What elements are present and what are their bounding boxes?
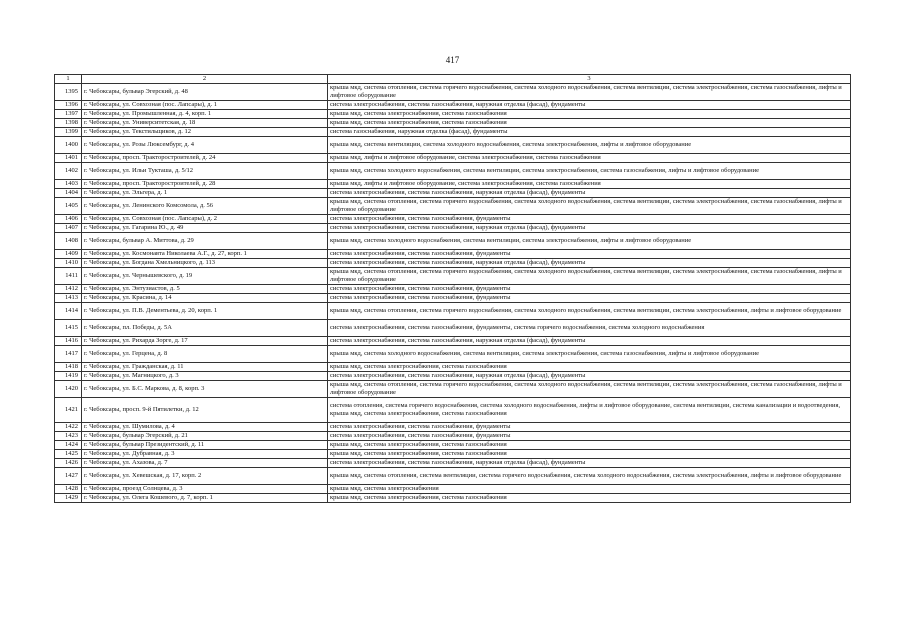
row-number-cell: 1411 [55,268,82,285]
table-row [55,250,851,259]
row-number-cell: 1405 [55,198,82,215]
works-cell: система электроснабжения, система газоснабжения, наружная отделка (фасад), фундаменты [328,372,851,381]
row-number-cell: 1407 [55,224,82,233]
address-cell: г. Чебоксары, ул. Розы Люксембург, д. 4 [82,137,328,154]
table-row [55,441,851,450]
works-cell: крыша мкд, система электроснабжения, система газоснабжения [328,494,851,503]
table-header [55,75,851,84]
works-cell: крыша мкд, система отопления, система вентиляции, система горячего водоснабжения, система холодного водоснабжения, система электроснабжения, лифты и лифтовое оборудование [328,468,851,485]
works-cell: система электроснабжения, система газоснабжения, наружная отделка (фасад), фундаменты [328,101,851,110]
address-cell: г. Чебоксары, ул. Ленинского Комсомола, д. 56 [82,198,328,215]
works-cell: система электроснабжения, система газоснабжения, фундаменты, система горячего водоснабжения, система холодного водоснабжения [328,320,851,337]
works-cell: крыша мкд, система электроснабжения, система газоснабжения [328,119,851,128]
works-cell: крыша мкд, система электроснабжения, система газоснабжения [328,363,851,372]
works-cell: система электроснабжения, система газоснабжения, фундаменты [328,250,851,259]
works-cell: крыша мкд, система вентиляции, система холодного водоснабжения, система электроснабжения, лифты и лифтовое оборудование [328,137,851,154]
table-row [55,381,851,398]
table-row [55,84,851,101]
works-cell: крыша мкд, система отопления, система горячего водоснабжения, система холодного водоснабжения, система вентиляции, система электроснабжения, система газоснабжения, лифты и лифтовое оборудование [328,84,851,101]
page-number: 417 [445,55,460,65]
address-cell: г. Чебоксары, просп. 9-й Пятилетки, д. 12 [82,398,328,423]
row-number-cell: 1426 [55,459,82,468]
table-row [55,372,851,381]
row-number-cell: 1395 [55,84,82,101]
works-cell: система электроснабжения, система газоснабжения, фундаменты [328,423,851,432]
works-cell: крыша мкд, система отопления, система горячего водоснабжения, система холодного водоснабжения, система вентиляции, система электроснабжения, система газоснабжения, лифты и лифтовое оборудование [328,381,851,398]
works-cell: крыша мкд, система отопления, система горячего водоснабжения, система холодного водоснабжения, система вентиляции, система электроснабжения, система газоснабжения, лифты и лифтовое оборудование [328,198,851,215]
row-number-cell: 1404 [55,189,82,198]
row-number-cell: 1399 [55,128,82,137]
row-number-cell: 1410 [55,259,82,268]
table-row [55,494,851,503]
table-row [55,468,851,485]
address-cell: г. Чебоксары, ул. П.В. Дементьева, д. 20, корп. 1 [82,303,328,320]
works-cell: крыша мкд, система электроснабжения, система газоснабжения [328,110,851,119]
works-cell: система электроснабжения, система газоснабжения, наружная отделка (фасад), фундаменты [328,224,851,233]
table-row [55,154,851,163]
row-number-cell: 1423 [55,432,82,441]
works-cell: крыша мкд, лифты и лифтовое оборудование, система электроснабжения, система газоснабжения [328,154,851,163]
address-cell: г. Чебоксары, ул. Герцена, д. 8 [82,346,328,363]
works-cell: крыша мкд, система холодного водоснабжения, система вентиляции, система электроснабжения, система газоснабжения, лифты и лифтовое оборудование [328,346,851,363]
table-row [55,303,851,320]
works-cell: система электроснабжения, система газоснабжения, наружная отделка (фасад), фундаменты [328,189,851,198]
row-number-cell: 1403 [55,180,82,189]
address-cell: г. Чебоксары, ул. Олега Кошевого, д. 7, корп. 1 [82,494,328,503]
address-cell: г. Чебоксары, просп. Тракторостроителей, д. 28 [82,180,328,189]
column-header-works: 3 [328,75,851,84]
address-cell: г. Чебоксары, проезд Солнцева, д. 3 [82,485,328,494]
row-number-cell: 1427 [55,468,82,485]
address-cell: г. Чебоксары, бульвар Эгерский, д. 21 [82,432,328,441]
table-row [55,224,851,233]
row-number-cell: 1420 [55,381,82,398]
row-number-cell: 1400 [55,137,82,154]
works-cell: система электроснабжения, система газоснабжения, наружная отделка (фасад), фундаменты [328,459,851,468]
row-number-cell: 1406 [55,215,82,224]
address-cell: г. Чебоксары, бульвар Эгерский, д. 48 [82,84,328,101]
address-cell: г. Чебоксары, бульвар Президентский, д. 11 [82,441,328,450]
works-cell: система электроснабжения, система газоснабжения, наружная отделка (фасад), фундаменты [328,337,851,346]
table-row [55,137,851,154]
row-number-cell: 1397 [55,110,82,119]
address-cell: г. Чебоксары, ул. Шумилова, д. 4 [82,423,328,432]
row-number-cell: 1398 [55,119,82,128]
address-cell: г. Чебоксары, ул. Красина, д. 14 [82,294,328,303]
table-row [55,163,851,180]
table-row [55,363,851,372]
table-row [55,128,851,137]
table-row [55,485,851,494]
works-cell: крыша мкд, система холодного водоснабжения, система вентиляции, система электроснабжения, лифты и лифтовое оборудование [328,233,851,250]
address-cell: г. Чебоксары, пл. Победы, д. 5А [82,320,328,337]
address-cell: г. Чебоксары, ул. Б.С. Маркова, д. 8, корп. 3 [82,381,328,398]
works-cell: крыша мкд, лифты и лифтовое оборудование, система электроснабжения, система газоснабжения [328,180,851,189]
row-number-cell: 1428 [55,485,82,494]
column-header-number: 1 [55,75,82,84]
table-row [55,450,851,459]
column-header-address: 2 [82,75,328,84]
table-row [55,294,851,303]
works-cell: крыша мкд, система электроснабжения, система газоснабжения [328,441,851,450]
table-row [55,215,851,224]
table-row [55,346,851,363]
table-row [55,320,851,337]
row-number-cell: 1419 [55,372,82,381]
row-number-cell: 1429 [55,494,82,503]
address-cell: г. Чебоксары, ул. Ахазова, д. 7 [82,459,328,468]
address-cell: г. Чебоксары, ул. Чернышевского, д. 19 [82,268,328,285]
table-row [55,101,851,110]
works-cell: система отопления, система горячего водоснабжения, система холодного водоснабжения, лифты и лифтовое оборудование, система вентиляции, система канализации и водоотведения, крыша мкд, система электроснабжения, система газоснабжения [328,398,851,423]
row-number-cell: 1418 [55,363,82,372]
address-cell: г. Чебоксары, просп. Тракторостроителей, д. 24 [82,154,328,163]
works-cell: крыша мкд, система отопления, система горячего водоснабжения, система холодного водоснабжения, система вентиляции, система электроснабжения, система газоснабжения, лифты и лифтовое оборудование [328,268,851,285]
row-number-cell: 1408 [55,233,82,250]
address-cell: г. Чебоксары, ул. Университетская, д. 18 [82,119,328,128]
address-cell: г. Чебоксары, бульвар А. Миттова, д. 29 [82,233,328,250]
table-row [55,268,851,285]
table-row [55,233,851,250]
works-cell: система электроснабжения, система газоснабжения, фундаменты [328,215,851,224]
table-row [55,423,851,432]
row-number-cell: 1415 [55,320,82,337]
works-cell: крыша мкд, система электроснабжения [328,485,851,494]
table-row [55,337,851,346]
address-cell: г. Чебоксары, ул. Энтузиастов, д. 5 [82,285,328,294]
table-row [55,259,851,268]
table-row [55,285,851,294]
table-row [55,110,851,119]
row-number-cell: 1417 [55,346,82,363]
row-number-cell: 1414 [55,303,82,320]
table-row [55,180,851,189]
address-cell: г. Чебоксары, ул. Рихарда Зорге, д. 17 [82,337,328,346]
table-row [55,432,851,441]
address-cell: г. Чебоксары, ул. Эльгера, д. 1 [82,189,328,198]
table-row [55,459,851,468]
table-row [55,398,851,423]
table-body [55,84,851,503]
works-cell: крыша мкд, система отопления, система горячего водоснабжения, система холодного водоснабжения, система вентиляции, система электроснабжения, лифты и лифтовое оборудование [328,303,851,320]
row-number-cell: 1396 [55,101,82,110]
address-cell: г. Чебоксары, ул. Промышленная, д. 4, корп. 1 [82,110,328,119]
address-cell: г. Чебоксары, ул. Дубравная, д. 3 [82,450,328,459]
works-cell: система электроснабжения, система газоснабжения, фундаменты [328,294,851,303]
row-number-cell: 1425 [55,450,82,459]
address-cell: г. Чебоксары, ул. Космонавта Николаева А.Г., д. 27, корп. 1 [82,250,328,259]
row-number-cell: 1421 [55,398,82,423]
address-cell: г. Чебоксары, ул. Текстильщиков, д. 12 [82,128,328,137]
works-cell: система газоснабжения, наружная отделка (фасад), фундаменты [328,128,851,137]
row-number-cell: 1401 [55,154,82,163]
address-cell: г. Чебоксары, ул. Гагарина Ю., д. 49 [82,224,328,233]
address-cell: г. Чебоксары, ул. Совхозная (пос. Лапсары), д. 2 [82,215,328,224]
table-row [55,198,851,215]
works-cell: система электроснабжения, система газоснабжения, наружная отделка (фасад), фундаменты [328,259,851,268]
address-cell: г. Чебоксары, ул. Магницкого, д. 3 [82,372,328,381]
row-number-cell: 1409 [55,250,82,259]
works-cell: система электроснабжения, система газоснабжения, фундаменты [328,432,851,441]
works-cell: крыша мкд, система холодного водоснабжения, система вентиляции, система электроснабжения, система газоснабжения, лифты и лифтовое оборудование [328,163,851,180]
row-number-cell: 1422 [55,423,82,432]
row-number-cell: 1416 [55,337,82,346]
address-cell: г. Чебоксары, ул. Гражданская, д. 11 [82,363,328,372]
table-row [55,119,851,128]
table-row [55,189,851,198]
address-cell: г. Чебоксары, ул. Ильи Тукташа, д. 5/12 [82,163,328,180]
works-cell: крыша мкд, система электроснабжения, система газоснабжения [328,450,851,459]
address-cell: г. Чебоксары, ул. Хевешская, д. 17, корп. 2 [82,468,328,485]
header-row [55,75,851,84]
row-number-cell: 1413 [55,294,82,303]
row-number-cell: 1412 [55,285,82,294]
row-number-cell: 1424 [55,441,82,450]
address-cell: г. Чебоксары, ул. Богдана Хмельницкого, д. 113 [82,259,328,268]
row-number-cell: 1402 [55,163,82,180]
address-cell: г. Чебоксары, ул. Совхозная (пос. Лапсары), д. 1 [82,101,328,110]
works-table [54,74,851,503]
works-cell: система электроснабжения, система газоснабжения, фундаменты [328,285,851,294]
